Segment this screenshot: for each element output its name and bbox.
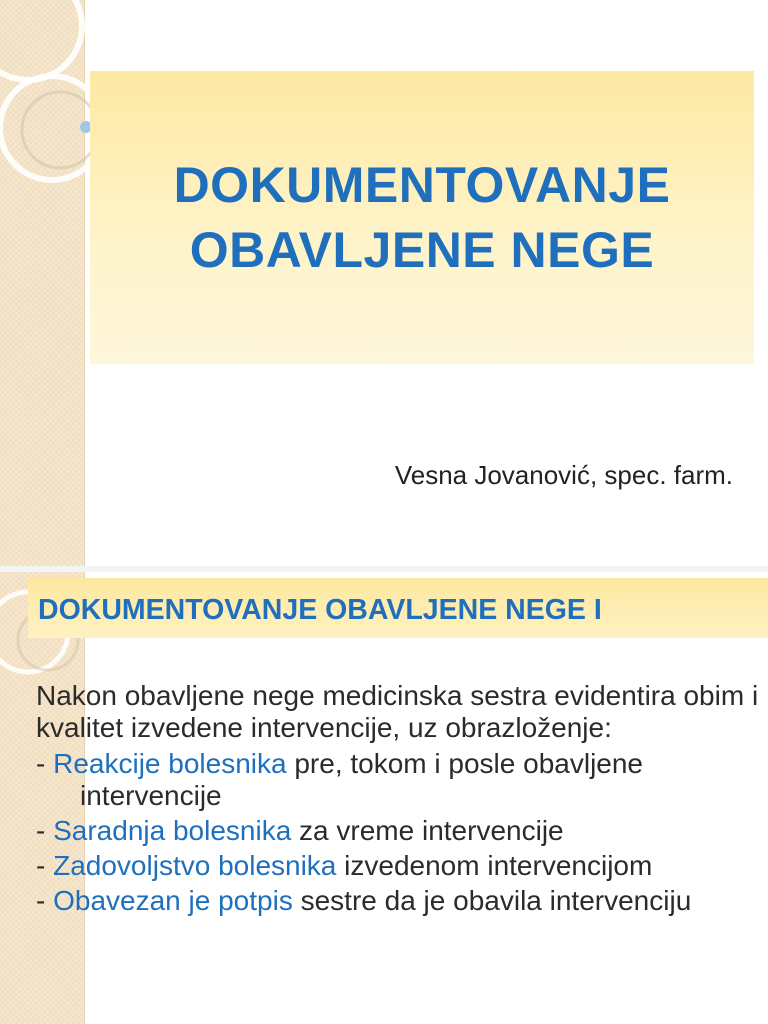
bullet-text: za vreme intervencije [291,815,564,846]
list-item [36,748,761,812]
title-band [90,71,754,364]
slide-heading: DOKUMENTOVANJE OBAVLJENE NEGE I [38,594,602,626]
slide-title-line: DOKUMENTOVANJE [173,156,671,213]
bullet-list [36,748,761,917]
slide-title-line: OBAVLJENE NEGE [189,221,655,278]
bullet-marker: - [36,885,54,916]
highlight-text: Zadovoljstvo bolesnika [53,850,337,881]
bullet-marker: - [36,850,54,881]
bullet-text: sestre da je obavila intervenciju [292,885,692,916]
intro-paragraph: Nakon obavljene nege medicinska sestra evidentira obim i kvalitet izvedene intervencije, uz obrazloženje: [36,680,759,743]
bullet-marker: - [36,815,54,846]
highlight-text: Saradnja bolesnika [53,815,292,846]
bullet-text: pre, tokom i posle obavljene intervencije [80,748,644,811]
slide-title [174,153,671,283]
highlight-text: Obavezan je potpis [53,885,293,916]
list-item [36,815,761,847]
list-item [36,850,761,882]
bullet-text: izvedenom intervencijom [336,850,653,881]
content-slide [0,572,768,1024]
decorative-ring [0,0,82,80]
highlight-text: Reakcije bolesnika [53,748,287,779]
list-item [36,885,761,917]
bullet-marker: - [36,748,54,779]
slide-body [36,680,761,920]
author-credit: Vesna Jovanović, spec. farm. [394,460,733,490]
